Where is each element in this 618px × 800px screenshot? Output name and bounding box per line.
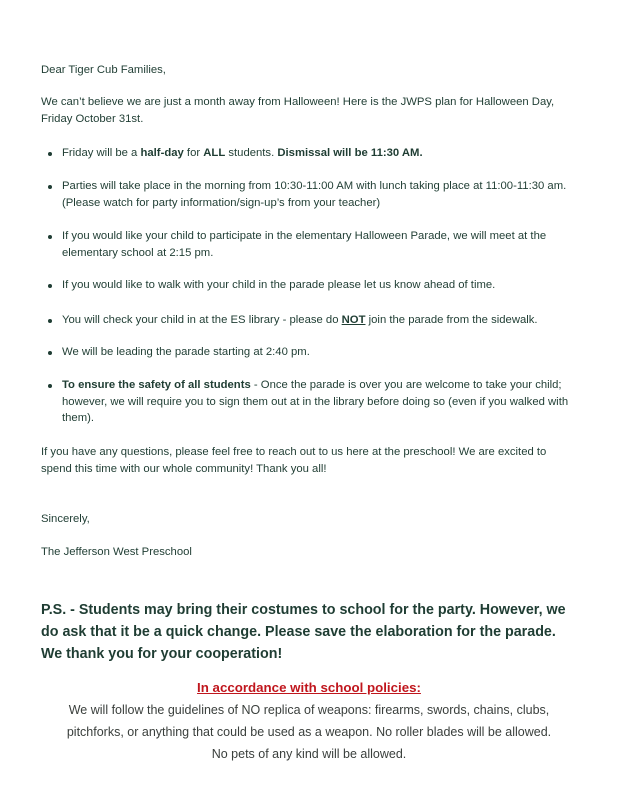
bold-text: To ensure the safety of all students [62, 379, 251, 391]
list-item: Parties will take place in the morning from 10:30-11:00 AM with lunch taking place at 11:00-11:30 am. (Please watch for party information/sign-up’s from your teacher) [41, 178, 578, 211]
policy-line: No pets of any kind will be allowed. [211, 747, 407, 761]
text: You will check your child in at the ES library - please do [62, 314, 342, 326]
greeting: Dear Tiger Cub Families, [41, 64, 166, 76]
intro-paragraph: We can’t believe we are just a month away from Halloween! Here is the JWPS plan for Halloween Day, Friday October 31st. [41, 96, 555, 125]
bold-text: half-day [140, 147, 184, 159]
policy-line: We will follow the guidelines of NO replica of weapons: firearms, swords, chains, clubs, [68, 703, 550, 717]
text: students. [225, 147, 278, 159]
signoff: Sincerely, [41, 513, 90, 525]
list-item [41, 377, 578, 427]
policy-section [30, 677, 588, 765]
text: - Once the parade is over you are welcome to take your child; however, we will require you to sign them out at in the library before doing so (even if you walked with them). [62, 379, 569, 424]
signature: The Jefferson West Preschool [41, 546, 192, 558]
bold-text: ALL [203, 147, 226, 159]
text: Friday will be a [62, 147, 141, 159]
policy-heading: In accordance with school policies: [197, 680, 421, 695]
list-item [41, 312, 578, 329]
ps-note: P.S. - Students may bring their costumes to school for the party. However, we do ask that it be a quick change. Please save the elaboration for the parade. We thank you for your cooperation! [41, 602, 566, 662]
list-item: If you would like to walk with your child in the parade please let us know ahead of time. [41, 277, 578, 294]
bold-text: NOT [341, 314, 366, 326]
text: join the parade from the sidewalk. [365, 314, 538, 326]
list-item [41, 145, 578, 162]
list-item: We will be leading the parade starting at 2:40 pm. [41, 344, 578, 361]
bold-text: Dismissal will be 11:30 AM. [277, 147, 423, 159]
list-item: If you would like your child to participate in the elementary Halloween Parade, we will meet at the elementary school at 2:15 pm. [41, 228, 578, 261]
closing-paragraph: If you have any questions, please feel free to reach out to us here at the preschool! We are excited to spend this time with our whole community! Thank you all! [41, 446, 547, 475]
text: for [183, 147, 204, 159]
policy-line: pitchforks, or anything that could be used as a weapon. No roller blades will be allowed. [66, 725, 552, 739]
